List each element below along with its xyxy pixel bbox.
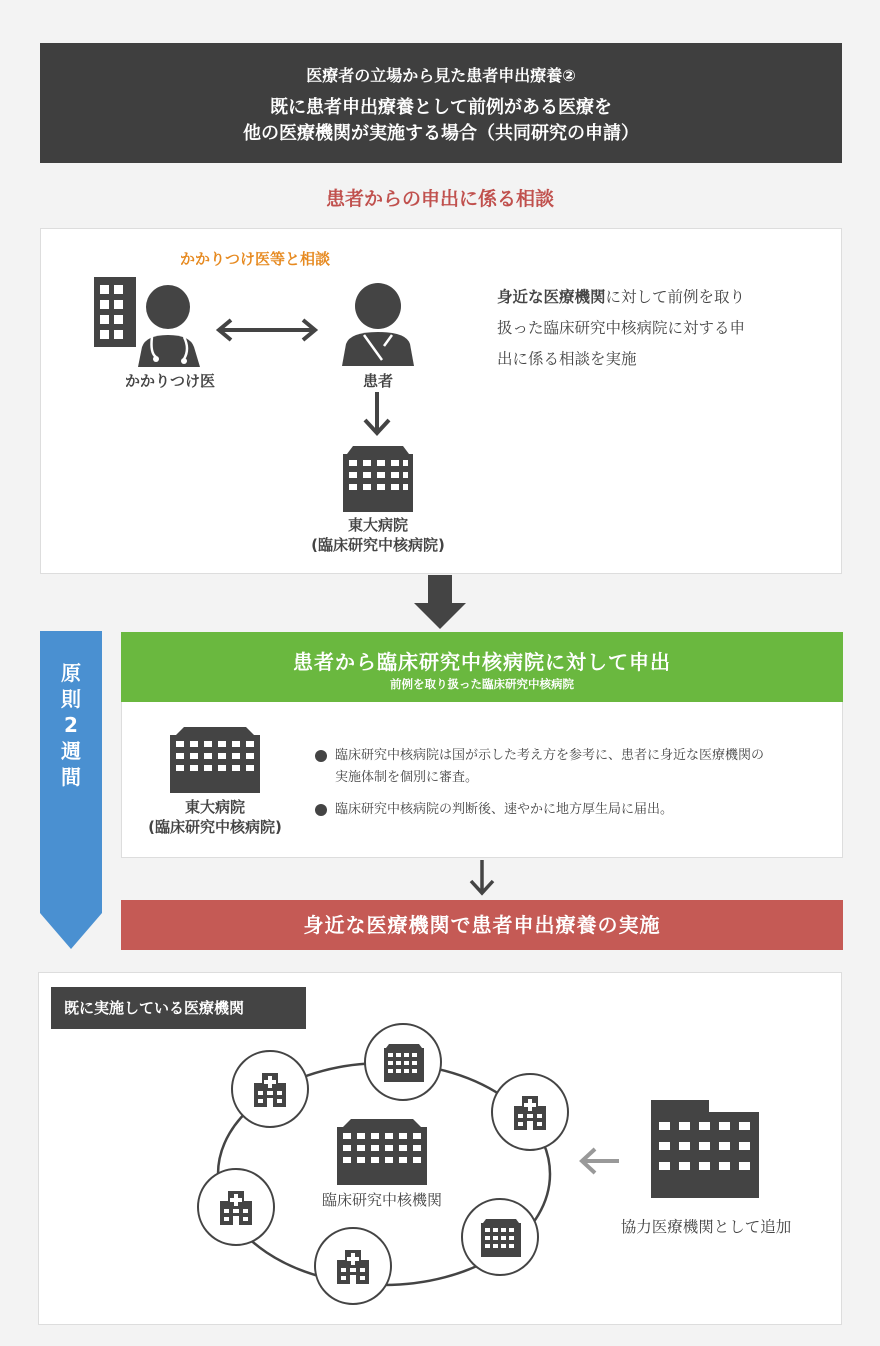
title-line-2: 既に患者申出療養として前例がある医療を — [270, 97, 612, 118]
consult-description — [497, 282, 827, 375]
building-icon — [480, 1217, 522, 1257]
member-hospital-circle — [461, 1198, 539, 1276]
clinic-icon — [510, 1092, 550, 1132]
bullet-text: 臨床研究中核病院は国が示した考え方を参考に、患者に身近な医療機関の — [335, 748, 765, 763]
title-line-3: 他の医療機関が実施する場合（共同研究の申請） — [243, 123, 639, 144]
hospital-sub: (臨床研究中核病院) — [311, 536, 445, 554]
arrow-down-icon — [467, 858, 497, 896]
consult-with-doctor-label: かかりつけ医等と相談 — [180, 250, 331, 268]
arrow-left-icon — [577, 1146, 621, 1176]
application-title: 患者から臨床研究中核病院に対して申出 — [293, 650, 671, 674]
double-arrow-icon — [215, 318, 319, 342]
timeline-char: 2 — [64, 713, 78, 737]
hospital-building-icon — [341, 444, 415, 512]
core-hospital-label: 臨床研究中核機関 — [321, 1191, 442, 1209]
hospital-building-icon — [168, 725, 262, 793]
member-hospital-circle — [197, 1168, 275, 1246]
core-hospital-icon — [335, 1117, 429, 1185]
application-hospital-name: 東大病院 — [184, 798, 245, 816]
timeline-label — [40, 660, 102, 790]
consult-heading: 患者からの申出に係る相談 — [325, 188, 554, 210]
member-hospital-circle — [364, 1023, 442, 1101]
desc-line1: に対して前例を取り — [605, 288, 746, 306]
partner-hospital-icon — [651, 1100, 759, 1198]
member-hospital-circle — [231, 1050, 309, 1128]
bullet-text: 実施体制を個別に審査。 — [335, 770, 479, 785]
desc-line3: 出に係る相談を実施 — [497, 350, 637, 368]
bullet-icon — [315, 804, 327, 816]
application-hospital-sub: (臨床研究中核病院) — [148, 818, 282, 836]
bullet-icon — [315, 750, 327, 762]
application-bullets — [315, 745, 815, 831]
big-down-arrow-icon — [412, 575, 468, 629]
title-line-1: 医療者の立場から見た患者申出療養② — [306, 66, 576, 85]
network-tag: 既に実施している医療機関 — [51, 987, 306, 1029]
doctor-label: かかりつけ医 — [124, 372, 215, 390]
timeline-char: 間 — [61, 765, 81, 789]
application-header — [121, 632, 843, 702]
timeline-char: 原 — [61, 661, 81, 685]
doctor-icon — [92, 275, 210, 367]
member-hospital-circle — [314, 1227, 392, 1305]
application-subtitle: 前例を取り扱った臨床研究中核病院 — [390, 677, 574, 691]
clinic-icon — [333, 1246, 373, 1286]
title-banner — [40, 43, 842, 163]
hospital-name: 東大病院 — [347, 516, 408, 534]
implementation-bar: 身近な医療機関で患者申出療養の実施 — [121, 900, 843, 950]
clinic-icon — [216, 1187, 256, 1227]
building-icon — [383, 1042, 425, 1082]
member-hospital-circle — [491, 1073, 569, 1151]
desc-line2: 扱った臨床研究中核病院に対する申 — [497, 319, 746, 337]
bullet-item — [315, 799, 815, 821]
arrow-down-icon — [362, 390, 392, 436]
desc-bold: 身近な医療機関 — [497, 288, 606, 306]
bullet-text: 臨床研究中核病院の判断後、速やかに地方厚生局に届出。 — [335, 802, 674, 817]
timeline-char: 則 — [61, 687, 81, 711]
clinic-icon — [250, 1069, 290, 1109]
partner-hospital-label: 協力医療機関として追加 — [620, 1218, 792, 1236]
timeline-char: 週 — [61, 739, 81, 763]
title-lines — [40, 95, 842, 147]
patient-label: 患者 — [362, 372, 393, 390]
bullet-item — [315, 745, 815, 789]
patient-icon — [338, 280, 418, 368]
